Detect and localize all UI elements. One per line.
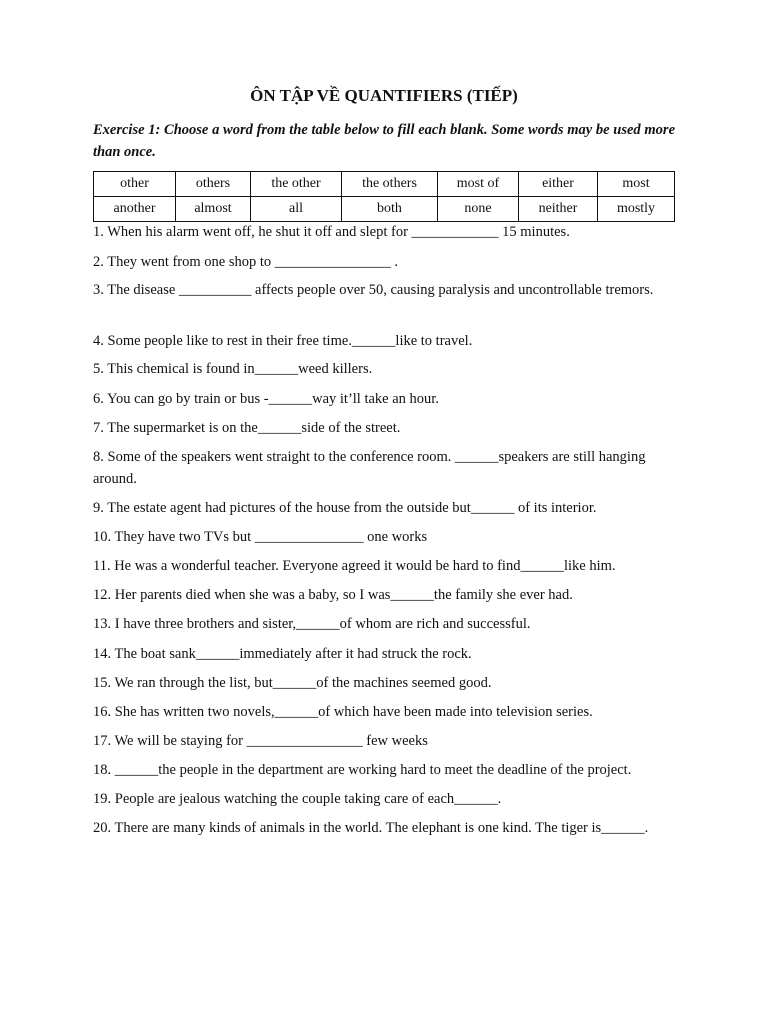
question-16: 16. She has written two novels,______of which have been made into television series.	[93, 704, 593, 720]
question-10: 10. They have two TVs but _______________ one works	[93, 529, 428, 545]
question-5: 5. This chemical is found in______weed killers.	[93, 361, 373, 377]
worksheet-title: ÔN TẬP VỀ QUANTIFIERS (TIẾP)	[250, 86, 518, 105]
word-bank-cell: others	[176, 172, 251, 197]
word-bank-cell: none	[438, 197, 519, 222]
question-3: 3. The disease __________ affects people over 50, causing paralysis and uncontrollable tremors.	[93, 282, 654, 298]
word-bank-cell: all	[251, 197, 342, 222]
question-11: 11. He was a wonderful teacher. Everyone agreed it would be hard to find______like him.	[93, 558, 616, 574]
question-13: 13. I have three brothers and sister,______of whom are rich and successful.	[93, 616, 531, 632]
question-2: 2. They went from one shop to ________________ .	[93, 254, 399, 270]
word-bank-cell: both	[342, 197, 438, 222]
word-bank-table	[93, 171, 675, 222]
word-bank-cell: the other	[251, 172, 342, 197]
question-19: 19. People are jealous watching the couple taking care of each______.	[93, 791, 502, 807]
word-bank-cell: most of	[438, 172, 519, 197]
question-4: 4. Some people like to rest in their free time.______like to travel.	[93, 333, 473, 349]
question-17: 17. We will be staying for ________________ few weeks	[93, 733, 428, 749]
word-bank-cell: other	[94, 172, 176, 197]
question-14: 14. The boat sank______immediately after it had struck the rock.	[93, 646, 472, 662]
word-bank-cell: almost	[176, 197, 251, 222]
question-7: 7. The supermarket is on the______side of the street.	[93, 420, 401, 436]
question-15: 15. We ran through the list, but______of the machines seemed good.	[93, 675, 492, 691]
word-bank-cell: the others	[342, 172, 438, 197]
word-bank-cell: either	[519, 172, 598, 197]
question-6: 6. You can go by train or bus -______way it’ll take an hour.	[93, 391, 439, 407]
question-12: 12. Her parents died when she was a baby, so I was______the family she ever had.	[93, 587, 573, 603]
word-bank-row	[94, 172, 675, 197]
question-18: 18. ______the people in the department are working hard to meet the deadline of the project.	[93, 762, 632, 778]
question-9: 9. The estate agent had pictures of the house from the outside but______ of its interior.	[93, 500, 597, 516]
question-1: 1. When his alarm went off, he shut it off and slept for ____________ 15 minutes.	[93, 224, 570, 240]
word-bank-row	[94, 197, 675, 222]
exercise-instruction: Exercise 1: Choose a word from the table below to fill each blank. Some words may be used more than once.	[93, 122, 675, 160]
word-bank-cell: another	[94, 197, 176, 222]
word-bank-cell: mostly	[598, 197, 675, 222]
question-20: 20. There are many kinds of animals in the world. The elephant is one kind. The tiger is______.	[93, 820, 649, 836]
word-bank-cell: neither	[519, 197, 598, 222]
word-bank-cell: most	[598, 172, 675, 197]
question-8: 8. Some of the speakers went straight to the conference room. ______speakers are still hanging around.	[93, 449, 646, 487]
